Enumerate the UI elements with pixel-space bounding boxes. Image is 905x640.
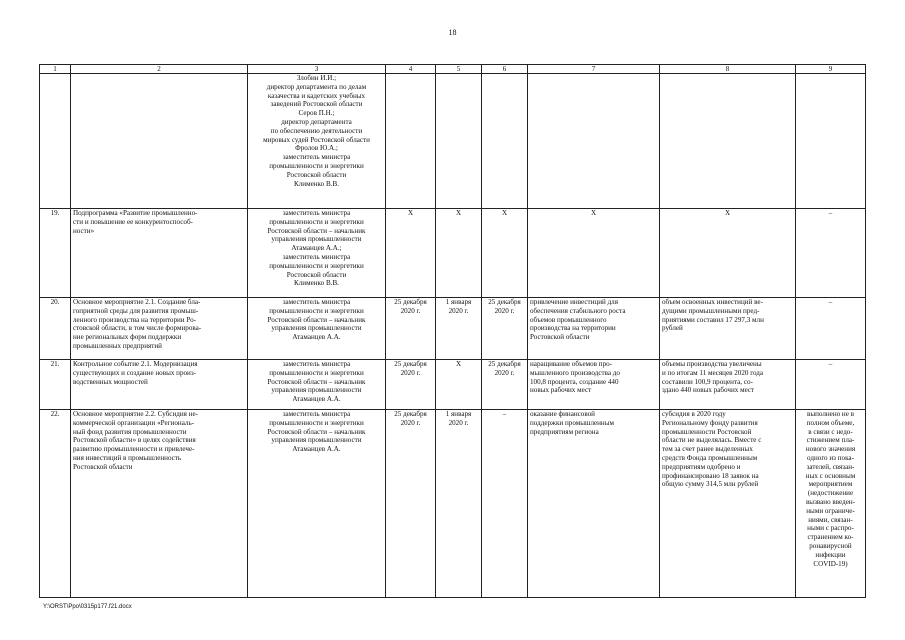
responsible-cell [248, 410, 386, 598]
cell-text-line: 2020 г. [448, 418, 469, 427]
expected-result-cell [528, 360, 660, 410]
column-number: 4 [386, 65, 436, 74]
cell-text-line: Ростовской области – начальник [267, 315, 366, 324]
fact-date-cell [482, 360, 528, 410]
achieved-result-cell [660, 360, 796, 410]
column-number: 7 [528, 65, 660, 74]
cell-text-line: 25 декабря [488, 298, 521, 306]
cell-text-line: промышленности и энергетики [269, 261, 364, 270]
expected-result-cell [528, 410, 660, 598]
measure-name-cell [71, 209, 248, 298]
responsible-cell [248, 74, 386, 209]
fact-date-cell [482, 209, 528, 298]
cell-text-line: наращивание объемов про- [530, 360, 613, 368]
cell-text-line: Ростовской области – начальник [267, 427, 366, 436]
cell-text-line: 19. [50, 209, 60, 217]
cell-text-line: промышленности и энергетики [269, 368, 364, 377]
cell-text-line: субсидия в 2020 году [662, 410, 726, 418]
cell-text-line: профинансировано 18 заявок на [662, 471, 759, 480]
cell-text-line: нового значения [805, 445, 856, 454]
cell-text-line: – [828, 360, 833, 368]
cell-text-line: полном объеме, [806, 418, 855, 427]
measure-name-cell [71, 74, 248, 209]
row-number-cell [40, 298, 71, 360]
start-date-cell [436, 360, 482, 410]
cell-text-line: – [828, 209, 833, 217]
cell-text-line: – [502, 410, 507, 418]
cell-text-line: X [501, 209, 508, 217]
cell-text-line: заместитель министра [282, 252, 351, 261]
cell-text-line: 25 декабря [394, 410, 427, 418]
cell-text-line: Ростовской области [286, 170, 347, 179]
cell-text-line: зателей, связан- [806, 462, 855, 471]
plan-date-cell [386, 74, 436, 209]
cell-text-line: заместитель министра [282, 360, 351, 368]
achieved-result-cell [660, 410, 796, 598]
achieved-result-cell [660, 209, 796, 298]
column-number: 5 [436, 65, 482, 74]
cell-text-line: ными ограниче- [806, 506, 855, 515]
problems-cell [796, 298, 866, 360]
cell-text-line: общую сумму 314,5 млн рублей [662, 480, 759, 489]
cell-text-line: области не выделялась. Вместе с [662, 436, 762, 445]
cell-text-line: Клименко В.В. [294, 179, 339, 188]
cell-text-line: мероприятием [808, 480, 853, 489]
cell-text-line: объемов промышленного [530, 315, 607, 324]
cell-text-line: Серов П.Н.; [298, 109, 335, 118]
cell-text-line: X [455, 360, 462, 368]
cell-text-line: объемы производства увеличены [662, 360, 762, 368]
cell-text-line: предприятиям одобрено и [662, 462, 741, 471]
cell-text-line: промышленности и энергетики [269, 161, 364, 170]
problems-cell [796, 410, 866, 598]
start-date-cell [436, 410, 482, 598]
cell-text-line: 1 января [445, 410, 472, 418]
cell-text-line: Основное мероприятие 2.2. Субсидия не- [73, 410, 198, 418]
column-number: 1 [40, 65, 71, 74]
cell-text-line: рублей [662, 324, 683, 333]
cell-text-line: средств Фонда промышленным [662, 453, 758, 462]
cell-text-line: ние региональных форм поддержки [73, 333, 182, 342]
cell-text-line: дущими промышленными пред- [662, 306, 760, 315]
expected-result-cell [528, 298, 660, 360]
start-date-cell [436, 209, 482, 298]
cell-text-line: директор департамента по делам [266, 82, 367, 91]
cell-text-line: казачества и кадетских учебных [267, 91, 366, 100]
cell-text-line: 20. [50, 298, 60, 306]
cell-text-line: существующих и создание новых произ- [73, 368, 197, 377]
cell-text-line: составили 100,9 процента, со- [662, 377, 753, 386]
cell-text-line: Фролов Ю.А.; [295, 144, 338, 153]
cell-text-line: предприятиям региона [530, 427, 599, 436]
cell-text-line: коммерческой организации «Региональ- [73, 418, 195, 427]
cell-text-line: поддержки промышленным [530, 418, 614, 427]
implementation-table [39, 64, 866, 598]
achieved-result-cell [660, 74, 796, 209]
cell-text-line: Атаманцев А.А. [292, 395, 341, 404]
cell-text-line: водственных мощностей [73, 377, 148, 386]
cell-text-line: 25 декабря [488, 360, 521, 368]
cell-text-line: заведений Ростовской области [270, 100, 363, 109]
table-row [40, 74, 866, 209]
cell-text-line: 21. [50, 360, 60, 368]
cell-text-line: 25 декабря [394, 298, 427, 306]
cell-text-line: Ростовской области [530, 333, 590, 342]
cell-text-line: вызвано введен- [805, 497, 856, 506]
cell-text-line: ных с основным [805, 471, 856, 480]
start-date-cell [436, 298, 482, 360]
fact-date-cell [482, 298, 528, 360]
cell-text-line: ниями, связан- [808, 515, 853, 524]
cell-text-line: производства на территории [530, 324, 616, 333]
cell-text-line: здано 440 новых рабочих мест [662, 386, 755, 395]
cell-text-line: ленного производства на территории Ро- [73, 315, 197, 324]
cell-text-line: управления промышленности [271, 386, 362, 395]
plan-date-cell [386, 209, 436, 298]
cell-text-line: 2020 г. [400, 368, 421, 377]
cell-text-line: Основное мероприятие 2.1. Создание бла- [73, 298, 201, 306]
cell-text-line: сти и повышение ее конкурентоспособ- [73, 217, 193, 226]
cell-text-line: заместитель министра [282, 410, 351, 418]
cell-text-line: Подпрограмма «Развитие промышленно- [73, 209, 198, 217]
cell-text-line: ронавирусной [809, 541, 852, 550]
cell-text-line: управления промышленности [271, 436, 362, 445]
cell-text-line: приятиями составил 17 297,3 млн [662, 315, 764, 324]
column-number: 9 [796, 65, 866, 74]
cell-text-line: 100,8 процента, создание 440 [530, 377, 619, 386]
cell-text-line: ния инвестиций в промышленность [73, 453, 182, 462]
cell-text-line: Ростовской области [73, 462, 133, 471]
responsible-cell [248, 209, 386, 298]
column-number: 2 [71, 65, 248, 74]
problems-cell [796, 74, 866, 209]
cell-text-line: заместитель министра [282, 209, 351, 217]
cell-text-line: Клименко В.В. [294, 279, 339, 288]
cell-text-line: Ростовской области – начальник [267, 377, 366, 386]
expected-result-cell [528, 209, 660, 298]
cell-text-line: Контрольное событие 2.1. Модернизация [73, 360, 198, 368]
column-number: 8 [660, 65, 796, 74]
table-row [40, 410, 866, 598]
row-number-cell [40, 410, 71, 598]
cell-text-line: гоприятной среды для развития промыш- [73, 306, 199, 315]
cell-text-line: Ростовской области – начальник [267, 226, 366, 235]
table-row [40, 360, 866, 410]
cell-text-line: 2020 г. [400, 418, 421, 427]
cell-text-line: промышленности и энергетики [269, 306, 364, 315]
measure-name-cell [71, 410, 248, 598]
cell-text-line: 25 декабря [394, 360, 427, 368]
cell-text-line: обеспечения стабильного роста [530, 306, 626, 315]
cell-text-line: мышленного производства до [530, 368, 620, 377]
cell-text-line: X [590, 209, 597, 217]
cell-text-line: и по итогам 11 месяцев 2020 года [662, 368, 764, 377]
cell-text-line: стижением пла- [806, 436, 855, 445]
cell-text-line: заместитель министра [282, 153, 351, 162]
file-path-footer: Y:\ORST\Ppo\0315p177.f21.docx [43, 604, 132, 610]
cell-text-line: в связи с недо- [808, 427, 853, 436]
column-number-row [40, 65, 866, 74]
cell-text-line: Атаманцев А.А.; [291, 244, 342, 253]
achieved-result-cell [660, 298, 796, 360]
cell-text-line: Атаманцев А.А. [292, 445, 341, 454]
cell-text-line: 2020 г. [448, 306, 469, 315]
column-number: 3 [248, 65, 386, 74]
cell-text-line: оказание финансовой [530, 410, 595, 418]
cell-text-line: развитию промышленности и привлече- [73, 445, 195, 454]
cell-text-line: 22. [50, 410, 60, 418]
cell-text-line: промышленности и энергетики [269, 217, 364, 226]
cell-text-line: новых рабочих мест [530, 386, 592, 395]
plan-date-cell [386, 298, 436, 360]
plan-date-cell [386, 410, 436, 598]
responsible-cell [248, 298, 386, 360]
cell-text-line: ными с распро- [807, 524, 854, 533]
start-date-cell [436, 74, 482, 209]
cell-text-line: промышленности и энергетики [269, 418, 364, 427]
cell-text-line: стовской области, в том числе формирова- [73, 324, 202, 333]
cell-text-line: Ростовской области [286, 270, 347, 279]
cell-text-line: тем за счет ранее выделенных [662, 445, 753, 454]
expected-result-cell [528, 74, 660, 209]
problems-cell [796, 209, 866, 298]
cell-text-line: Ростовской области» в целях содействия [73, 436, 196, 445]
cell-text-line: заместитель министра [282, 298, 351, 306]
cell-text-line: (недостижение [807, 489, 854, 498]
cell-text-line: привлечение инвестиций для [530, 298, 618, 306]
page-number: 18 [448, 28, 457, 37]
cell-text-line: одного из пока- [807, 453, 854, 462]
cell-text-line: X [455, 209, 462, 217]
cell-text-line: 1 января [445, 298, 472, 306]
cell-text-line: промышленности Ростовской [662, 427, 752, 436]
table-row [40, 209, 866, 298]
row-number-cell [40, 360, 71, 410]
cell-text-line: Атаманцев А.А. [292, 333, 341, 342]
fact-date-cell [482, 410, 528, 598]
row-number-cell [40, 74, 71, 209]
column-number: 6 [482, 65, 528, 74]
cell-text-line: 2020 г. [400, 306, 421, 315]
cell-text-line: промышленных предприятий [73, 341, 162, 350]
cell-text-line: управления промышленности [271, 235, 362, 244]
cell-text-line: X [407, 209, 414, 217]
cell-text-line: инфекции [815, 550, 846, 559]
cell-text-line: странением ко- [807, 533, 854, 542]
cell-text-line: ный фонд развития промышленности [73, 427, 187, 436]
cell-text-line: по обеспечению деятельности [270, 126, 363, 135]
cell-text-line: объем освоенных инвестиций ве- [662, 298, 763, 306]
cell-text-line: выполнено не в [806, 410, 855, 418]
cell-text-line: Региональному фонду развития [662, 418, 758, 427]
responsible-cell [248, 360, 386, 410]
cell-text-line: Злобин И.И.; [296, 74, 337, 82]
row-number-cell [40, 209, 71, 298]
cell-text-line: ности» [73, 226, 95, 235]
cell-text-line: – [828, 298, 833, 306]
measure-name-cell [71, 360, 248, 410]
problems-cell [796, 360, 866, 410]
cell-text-line: мировых судей Ростовской области [263, 135, 370, 144]
cell-text-line: управления промышленности [271, 324, 362, 333]
fact-date-cell [482, 74, 528, 209]
cell-text-line: директор департамента [281, 117, 352, 126]
cell-text-line: COVID-19) [813, 559, 848, 568]
measure-name-cell [71, 298, 248, 360]
cell-text-line: 2020 г. [494, 306, 515, 315]
cell-text-line: X [724, 209, 731, 217]
cell-text-line: 2020 г. [494, 368, 515, 377]
plan-date-cell [386, 360, 436, 410]
table-row [40, 298, 866, 360]
